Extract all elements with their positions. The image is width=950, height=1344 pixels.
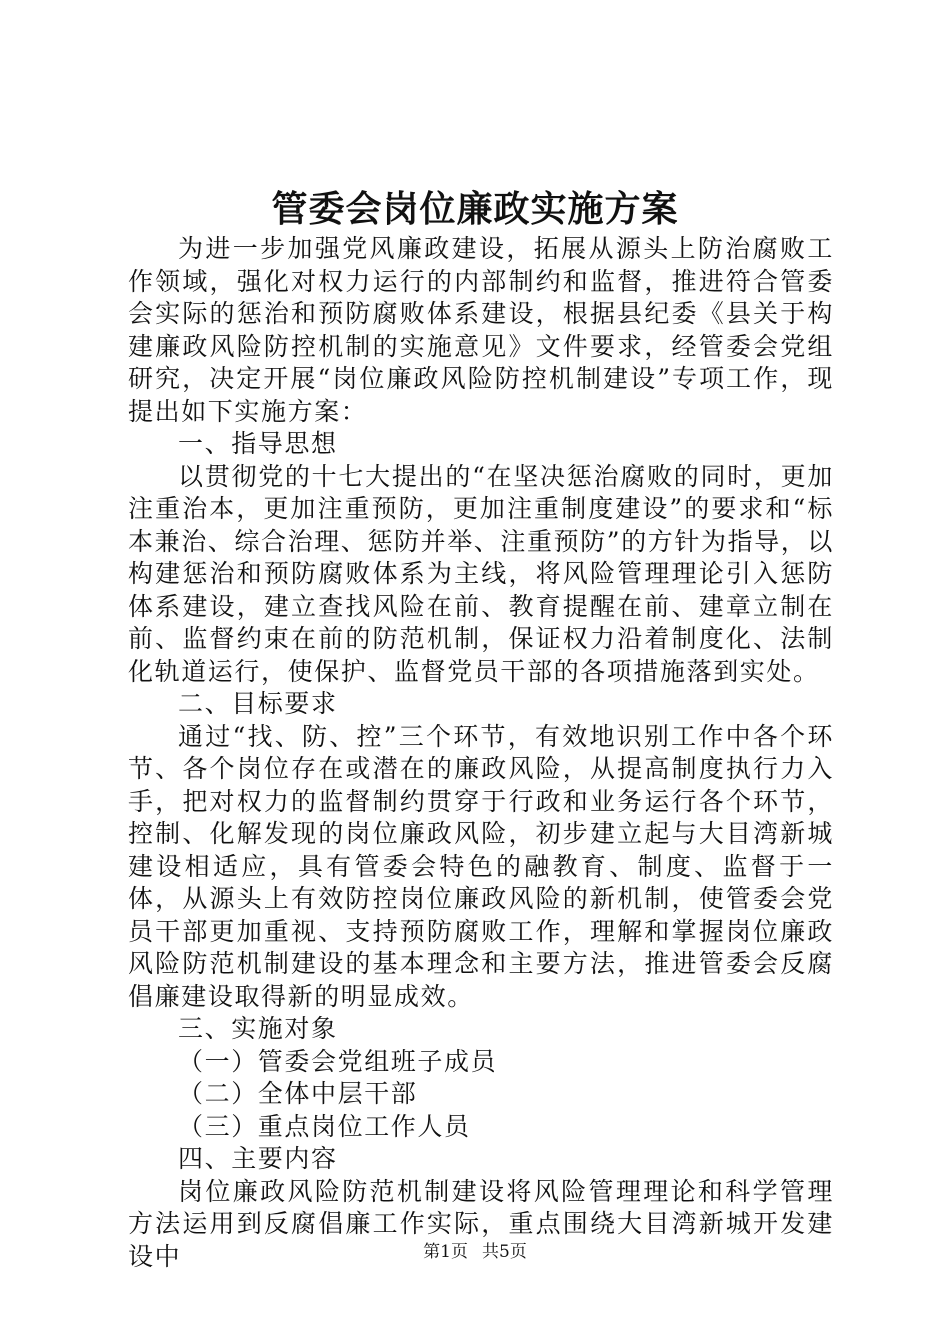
guiding-ideology-paragraph: 以贯彻党的十七大提出的“在坚决惩治腐败的同时，更加注重治本，更加注重预防，更加注重制度建设”的要求和“标本兼治、综合治理、惩防并举、注重预防”的方针为指导，以构建惩治和预防腐败体系为主线，将风险管理理论引入惩防体系建设，建立查找风险在前、教育提醒在前、建章立制在前、监督约束在前的防范机制，保证权力沿着制度化、法制化轨道运行，使保护、监督党员干部的各项措施落到实处。 — [128, 461, 834, 686]
section-heading-main-content: 四、主要内容 — [178, 1144, 338, 1173]
target-item-2: （二）全体中层干部 — [178, 1079, 418, 1108]
page-footer — [0, 1240, 950, 1264]
main-content-paragraph: 岗位廉政风险防范机制建设将风险管理理论和科学管理方法运用到反腐倡廉工作实际，重点围绕大目湾新城开发建设中 — [128, 1176, 834, 1271]
document-body — [128, 233, 834, 1273]
section-heading-guiding-ideology: 一、指导思想 — [178, 429, 338, 458]
section-heading-targets: 三、实施对象 — [178, 1014, 338, 1043]
page-number-current: 第1页 — [423, 1242, 468, 1262]
intro-paragraph: 为进一步加强党风廉政建设，拓展从源头上防治腐败工作领域，强化对权力运行的内部制约和监督，推进符合管委会实际的惩治和预防腐败体系建设，根据县纪委《县关于构建廉政风险防控机制的实施意见》文件要求，经管委会党组研究，决定开展“岗位廉政风险防控机制建设”专项工作，现提出如下实施方案： — [128, 234, 834, 426]
page-number-total: 共5页 — [482, 1242, 527, 1262]
goals-paragraph: 通过“找、防、控”三个环节，有效地识别工作中各个环节、各个岗位存在或潜在的廉政风险，从提高制度执行力入手，把对权力的监督制约贯穿于行政和业务运行各个环节，控制、化解发现的岗位廉政风险，初步建立起与大目湾新城建设相适应，具有管委会特色的融教育、制度、监督于一体，从源头上有效防控岗位廉政风险的新机制，使管委会党员干部更加重视、支持预防腐败工作，理解和掌握岗位廉政风险防范机制建设的基本理念和主要方法，推进管委会反腐倡廉建设取得新的明显成效。 — [128, 721, 834, 1011]
target-item-1: （一）管委会党组班子成员 — [178, 1046, 498, 1076]
section-heading-goals: 二、目标要求 — [178, 689, 338, 718]
target-item-3: （三）重点岗位工作人员 — [178, 1111, 471, 1141]
document-title: 管委会岗位廉政实施方案 — [271, 189, 679, 230]
